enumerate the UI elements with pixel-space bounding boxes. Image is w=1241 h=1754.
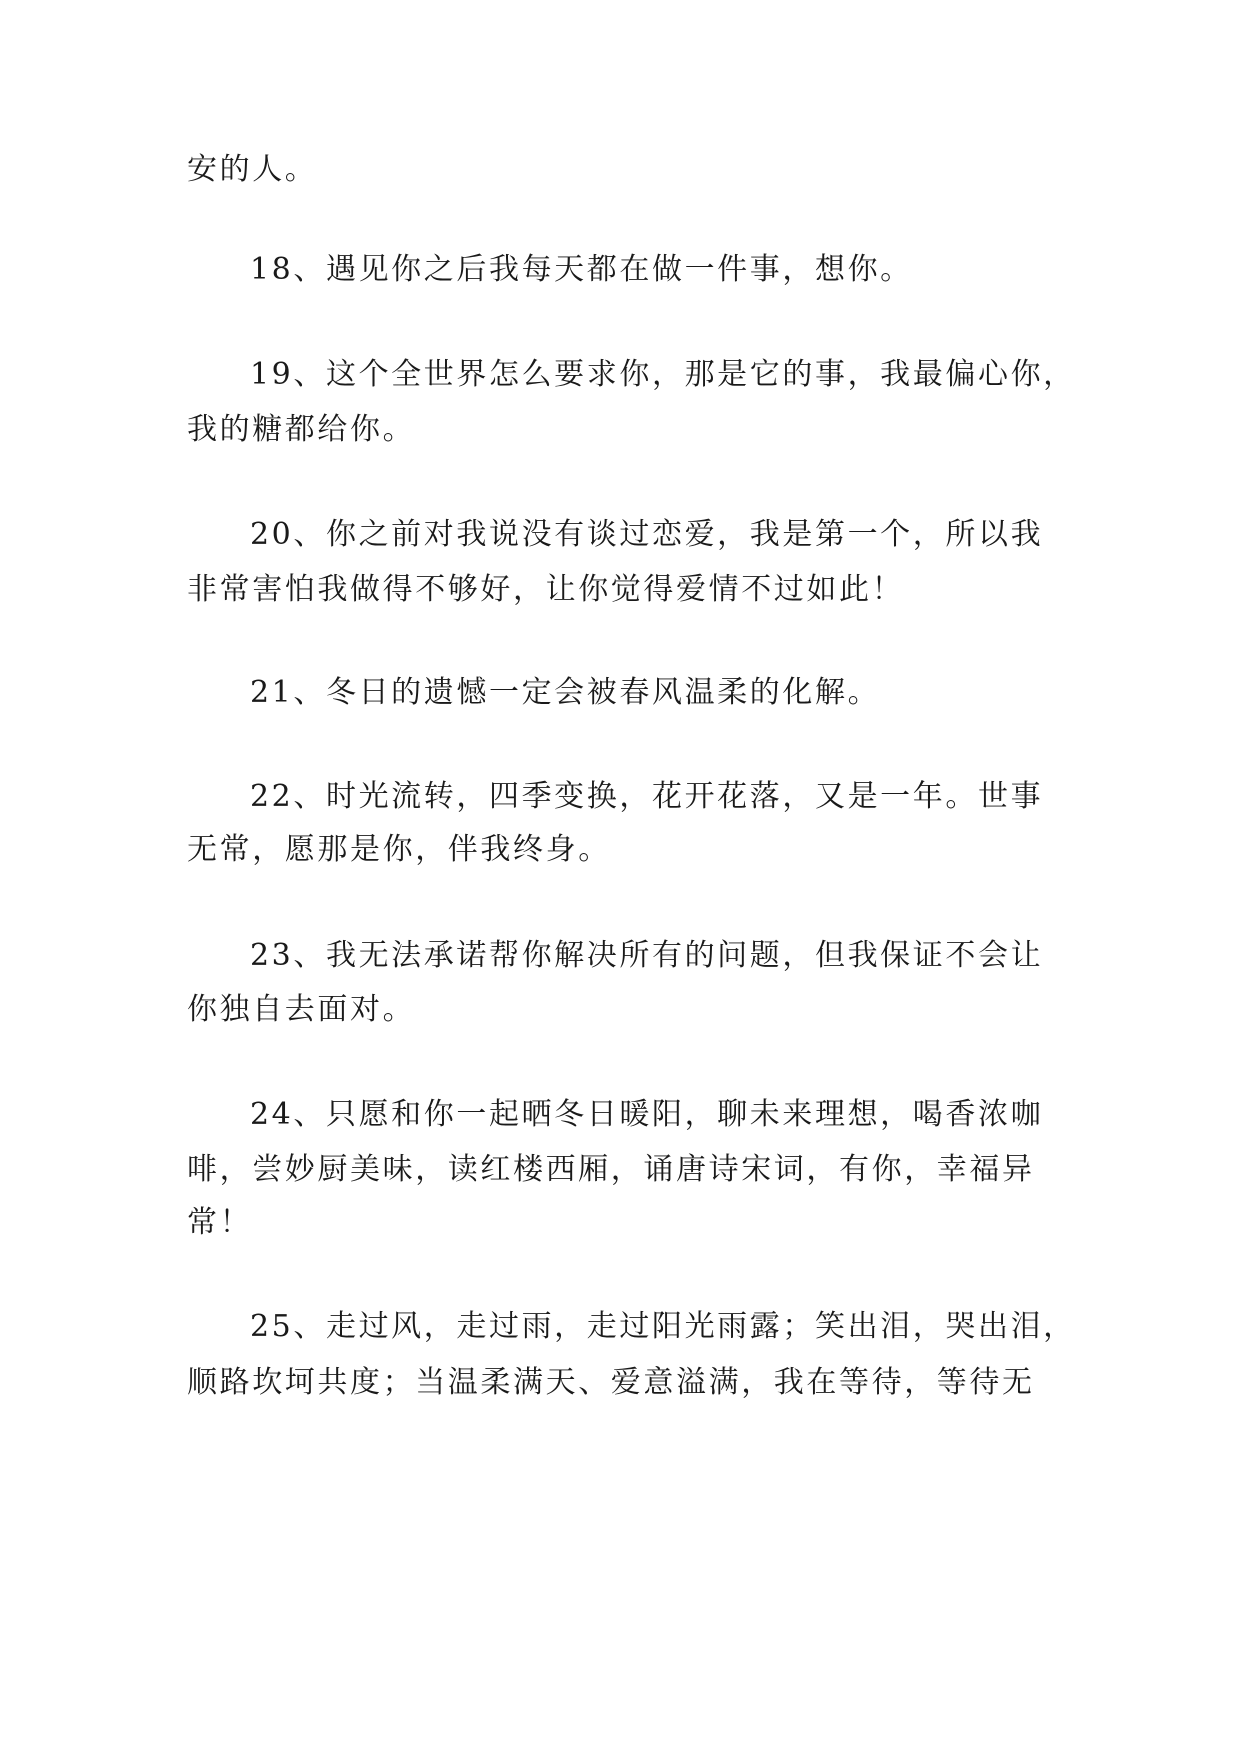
- paragraph-24-line-1: 24、只愿和你一起晒冬日暖阳，聊未来理想，喝香浓咖: [250, 1097, 1044, 1132]
- paragraph-19-line-1: 19、这个全世界怎么要求你，那是它的事，我最偏心你，: [250, 357, 1076, 392]
- paragraph-25-line-2: 顺路坎坷共度；当温柔满天、爱意溢满，我在等待，等待无: [187, 1365, 1035, 1400]
- paragraph-24-line-3: 常！: [187, 1205, 253, 1240]
- paragraph-22-line-1: 22、时光流转，四季变换，花开花落，又是一年。世事: [250, 779, 1044, 814]
- paragraph-19-line-2: 我的糖都给你。: [187, 412, 416, 447]
- paragraph-20-line-2: 非常害怕我做得不够好，让你觉得爱情不过如此！: [187, 572, 905, 607]
- paragraph-22-line-2: 无常，愿那是你，伴我终身。: [187, 832, 611, 867]
- paragraph-17-continuation: 安的人。: [187, 152, 318, 187]
- paragraph-23-line-2: 你独自去面对。: [187, 992, 416, 1027]
- paragraph-23-line-1: 23、我无法承诺帮你解决所有的问题，但我保证不会让: [250, 938, 1044, 973]
- paragraph-18: 18、遇见你之后我每天都在做一件事，想你。: [250, 252, 913, 287]
- paragraph-25-line-1: 25、走过风，走过雨，走过阳光雨露；笑出泪，哭出泪，: [250, 1309, 1076, 1344]
- paragraph-20-line-1: 20、你之前对我说没有谈过恋爱，我是第一个，所以我: [250, 517, 1044, 552]
- paragraph-24-line-2: 啡，尝妙厨美味，读红楼西厢，诵唐诗宋词，有你，幸福异: [187, 1152, 1035, 1187]
- paragraph-21: 21、冬日的遗憾一定会被春风温柔的化解。: [250, 675, 881, 710]
